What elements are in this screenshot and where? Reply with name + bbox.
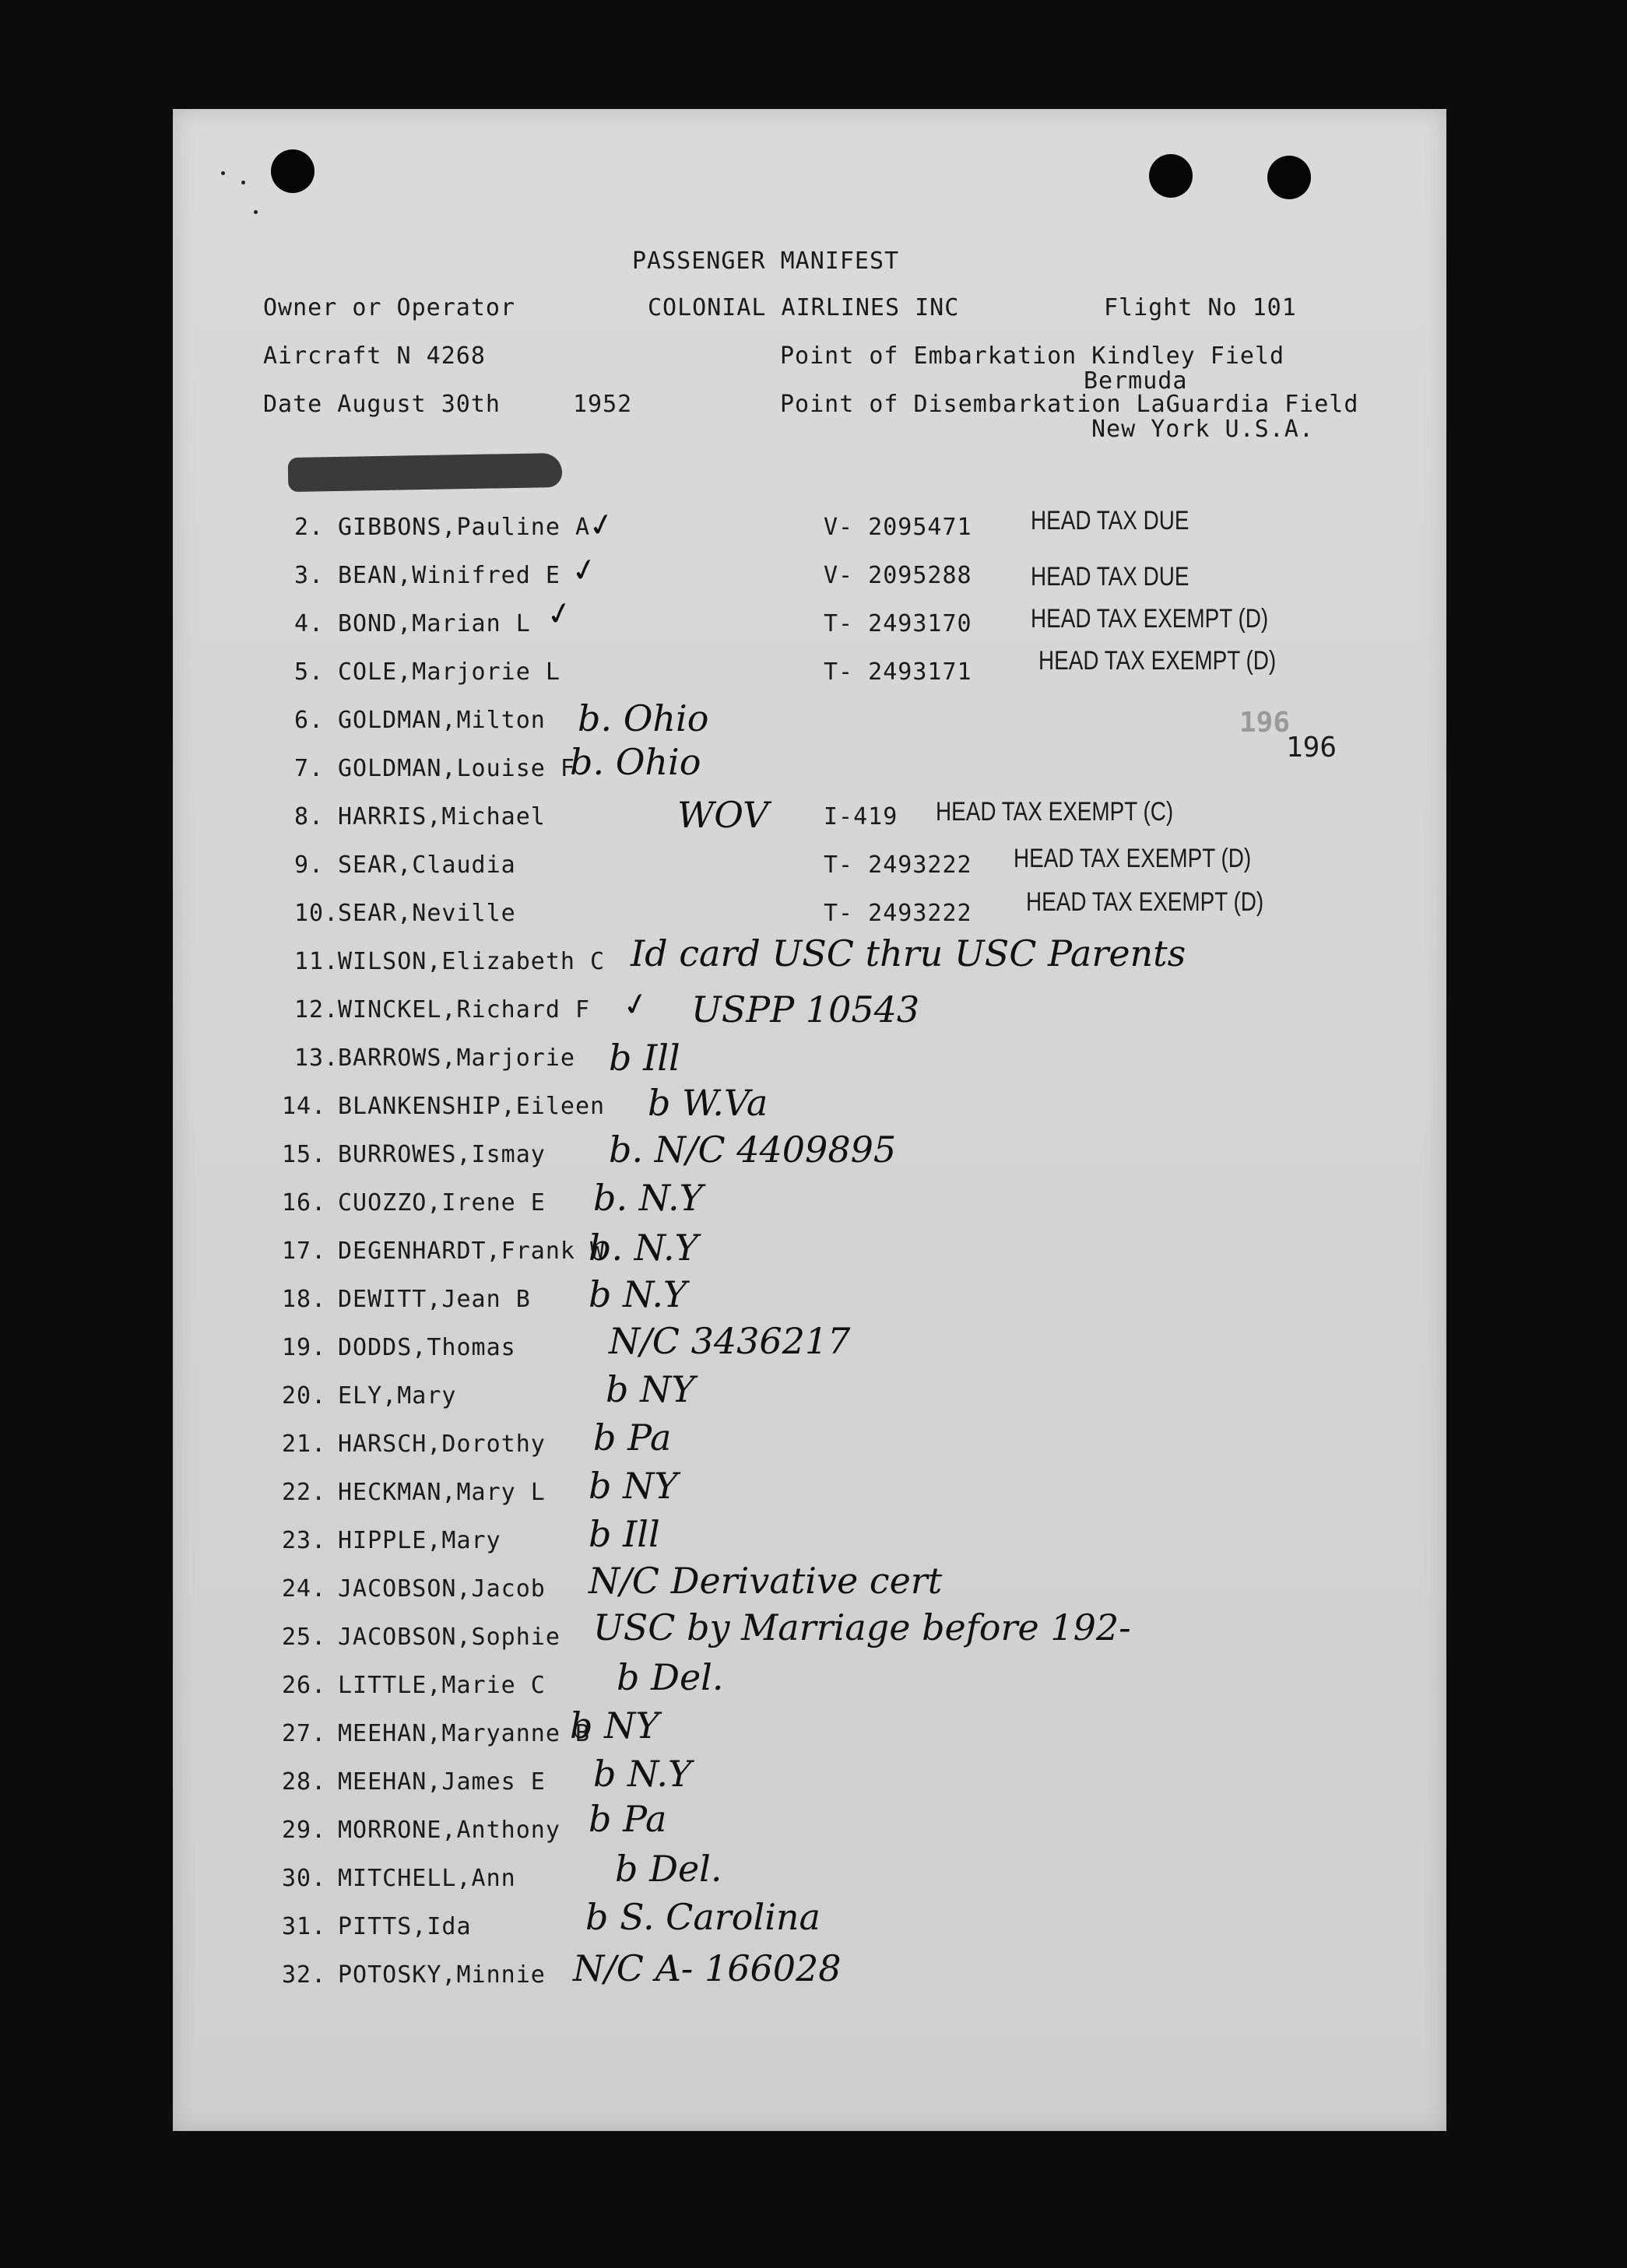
passenger-doc: V- 2095471 (824, 514, 972, 541)
handwritten-note: N/C 3436217 (609, 1320, 851, 1362)
handwritten-note: b Ill (589, 1513, 660, 1555)
manifest-title: PASSENGER MANIFEST (632, 248, 900, 275)
speck (241, 181, 245, 184)
handwritten-note: Id card USC thru USC Parents (631, 932, 1186, 974)
manifest-page (173, 109, 1446, 2131)
handwritten-note: b. Ohio (570, 741, 701, 783)
handwritten-note: b Pa (593, 1417, 672, 1459)
passenger-name: JACOBSON,Sophie (338, 1624, 560, 1651)
row-num: 17. (282, 1238, 327, 1265)
row-num: 5. (294, 658, 325, 686)
passenger-name: DODDS,Thomas (338, 1334, 516, 1361)
passenger-doc: I-419 (824, 803, 898, 830)
disembarkation-line2: New York U.S.A. (1091, 416, 1314, 443)
passenger-name: SEAR,Neville (338, 900, 516, 927)
handwritten-note: WOV (677, 794, 769, 836)
row-num: 2. (294, 514, 325, 541)
passenger-doc: T- 2493222 (824, 851, 972, 879)
check-mark-icon: ✓ (568, 550, 601, 591)
speck (221, 171, 225, 175)
passenger-name: GIBBONS,Pauline A (338, 514, 591, 541)
row-num: 16. (282, 1189, 327, 1217)
passenger-name: SEAR,Claudia (338, 851, 516, 879)
manifest-year: 1952 (573, 391, 633, 418)
row-num: 31. (282, 1913, 327, 1940)
page-number: 196 (1286, 732, 1337, 764)
handwritten-note: b Ill (609, 1037, 680, 1079)
row-num: 15. (282, 1141, 327, 1168)
passenger-name: JACOBSON,Jacob (338, 1575, 546, 1603)
passenger-name: HARSCH,Dorothy (338, 1431, 546, 1458)
handwritten-note: b. N.Y (593, 1177, 703, 1219)
passenger-name: MEEHAN,James E (338, 1768, 546, 1796)
passenger-name: GOLDMAN,Louise F (338, 755, 575, 782)
passenger-name: WILSON,Elizabeth C (338, 948, 606, 975)
embarkation-line2: Bermuda (1084, 367, 1188, 395)
page-number-stamp: 196 (1239, 707, 1291, 739)
row-num: 7. (294, 755, 325, 782)
handwritten-note: b N.Y (593, 1753, 692, 1795)
owner-label: Owner or Operator (263, 294, 516, 321)
row-num: 6. (294, 707, 325, 734)
punch-hole-left (271, 149, 315, 193)
handwritten-note: b S. Carolina (585, 1896, 821, 1938)
handwritten-note: N/C Derivative cert (589, 1560, 943, 1602)
handwritten-note: USPP 10543 (691, 988, 920, 1030)
passenger-name: COLE,Marjorie L (338, 658, 560, 686)
row-num: 24. (282, 1575, 327, 1603)
passenger-name: BOND,Marian L (338, 610, 531, 637)
check-mark-icon: ✓ (619, 985, 652, 1025)
passenger-name: HECKMAN,Mary L (338, 1479, 546, 1506)
tax-status: HEAD TAX EXEMPT (D) (1026, 887, 1264, 917)
handwritten-note: b NY (589, 1465, 678, 1507)
passenger-doc: T- 2493222 (824, 900, 972, 927)
row-num: 19. (282, 1334, 327, 1361)
handwritten-note: USC by Marriage before 192- (593, 1606, 1131, 1648)
row-num: 32. (282, 1961, 327, 1989)
row-num: 3. (294, 562, 325, 589)
passenger-name: HIPPLE,Mary (338, 1527, 501, 1554)
speck (254, 210, 258, 214)
passenger-name: MITCHELL,Ann (338, 1865, 516, 1892)
aircraft-number: Aircraft N 4268 (263, 342, 486, 370)
row-num: 25. (282, 1624, 327, 1651)
row-num: 4. (294, 610, 325, 637)
passenger-doc: T- 2493171 (824, 658, 972, 686)
row-num: 14. (282, 1093, 327, 1120)
passenger-name: DEWITT,Jean B (338, 1286, 531, 1313)
handwritten-note: b. N/C 4409895 (609, 1129, 897, 1171)
passenger-name: MORRONE,Anthony (338, 1817, 560, 1844)
passenger-name: PITTS,Ida (338, 1913, 472, 1940)
passenger-name: BURROWES,Ismay (338, 1141, 546, 1168)
passenger-name: DEGENHARDT,Frank W (338, 1238, 606, 1265)
row-num: 20. (282, 1382, 327, 1410)
row-num: 23. (282, 1527, 327, 1554)
embarkation-point: Point of Embarkation Kindley Field (780, 342, 1285, 370)
tax-status: HEAD TAX EXEMPT (D) (1014, 844, 1252, 873)
row-num: 9. (294, 851, 325, 879)
row-num: 21. (282, 1431, 327, 1458)
passenger-name: ELY,Mary (338, 1382, 457, 1410)
passenger-name: BLANKENSHIP,Eileen (338, 1093, 606, 1120)
passenger-name: HARRIS,Michael (338, 803, 546, 830)
row-num: 26. (282, 1672, 327, 1699)
handwritten-note: b NY (606, 1368, 695, 1410)
check-mark-icon: ✓ (543, 594, 576, 634)
row-num: 11. (294, 948, 339, 975)
handwritten-note: b N.Y (589, 1273, 687, 1315)
handwritten-note: b W.Va (648, 1082, 768, 1124)
handwritten-note: b Del. (617, 1656, 724, 1698)
handwritten-note: b Pa (589, 1798, 667, 1840)
punch-hole-right-b (1267, 156, 1311, 199)
handwritten-note: b. Ohio (578, 697, 709, 739)
row-num: 30. (282, 1865, 327, 1892)
row-num: 22. (282, 1479, 327, 1506)
passenger-name: MEEHAN,Maryanne B (338, 1720, 591, 1747)
passenger-name: GOLDMAN,Milton (338, 707, 546, 734)
passenger-doc: V- 2095288 (824, 562, 972, 589)
handwritten-note: N/C A- 166028 (573, 1947, 842, 1989)
passenger-name: POTOSKY,Minnie (338, 1961, 546, 1989)
check-mark-icon: ✓ (585, 505, 618, 546)
tax-status: HEAD TAX DUE (1031, 562, 1190, 592)
handwritten-note: b NY (570, 1705, 659, 1747)
row-num: 29. (282, 1817, 327, 1844)
row-num: 18. (282, 1286, 327, 1313)
tax-status: HEAD TAX EXEMPT (C) (936, 797, 1174, 827)
redacted-entry (288, 453, 563, 492)
passenger-name: WINCKEL,Richard F (338, 996, 591, 1023)
tax-status: HEAD TAX DUE (1031, 506, 1190, 535)
tax-status: HEAD TAX EXEMPT (D) (1031, 604, 1269, 634)
disembarkation-point: Point of Disembarkation LaGuardia Field (780, 391, 1359, 418)
handwritten-note: b. N.Y (589, 1227, 698, 1269)
passenger-name: LITTLE,Marie C (338, 1672, 546, 1699)
row-num: 13. (294, 1044, 339, 1072)
passenger-doc: T- 2493170 (824, 610, 972, 637)
tax-status: HEAD TAX EXEMPT (D) (1038, 646, 1277, 676)
row-num: 27. (282, 1720, 327, 1747)
passenger-name: CUOZZO,Irene E (338, 1189, 546, 1217)
owner-value: COLONIAL AIRLINES INC (648, 294, 960, 321)
handwritten-note: b Del. (615, 1848, 722, 1890)
manifest-date: Date August 30th (263, 391, 501, 418)
row-num: 10. (294, 900, 339, 927)
row-num: 8. (294, 803, 325, 830)
row-num: 12. (294, 996, 339, 1023)
passenger-name: BEAN,Winifred E (338, 562, 560, 589)
flight-number: Flight No 101 (1104, 294, 1297, 321)
punch-hole-right-a (1149, 154, 1193, 198)
row-num: 28. (282, 1768, 327, 1796)
passenger-name: BARROWS,Marjorie (338, 1044, 575, 1072)
